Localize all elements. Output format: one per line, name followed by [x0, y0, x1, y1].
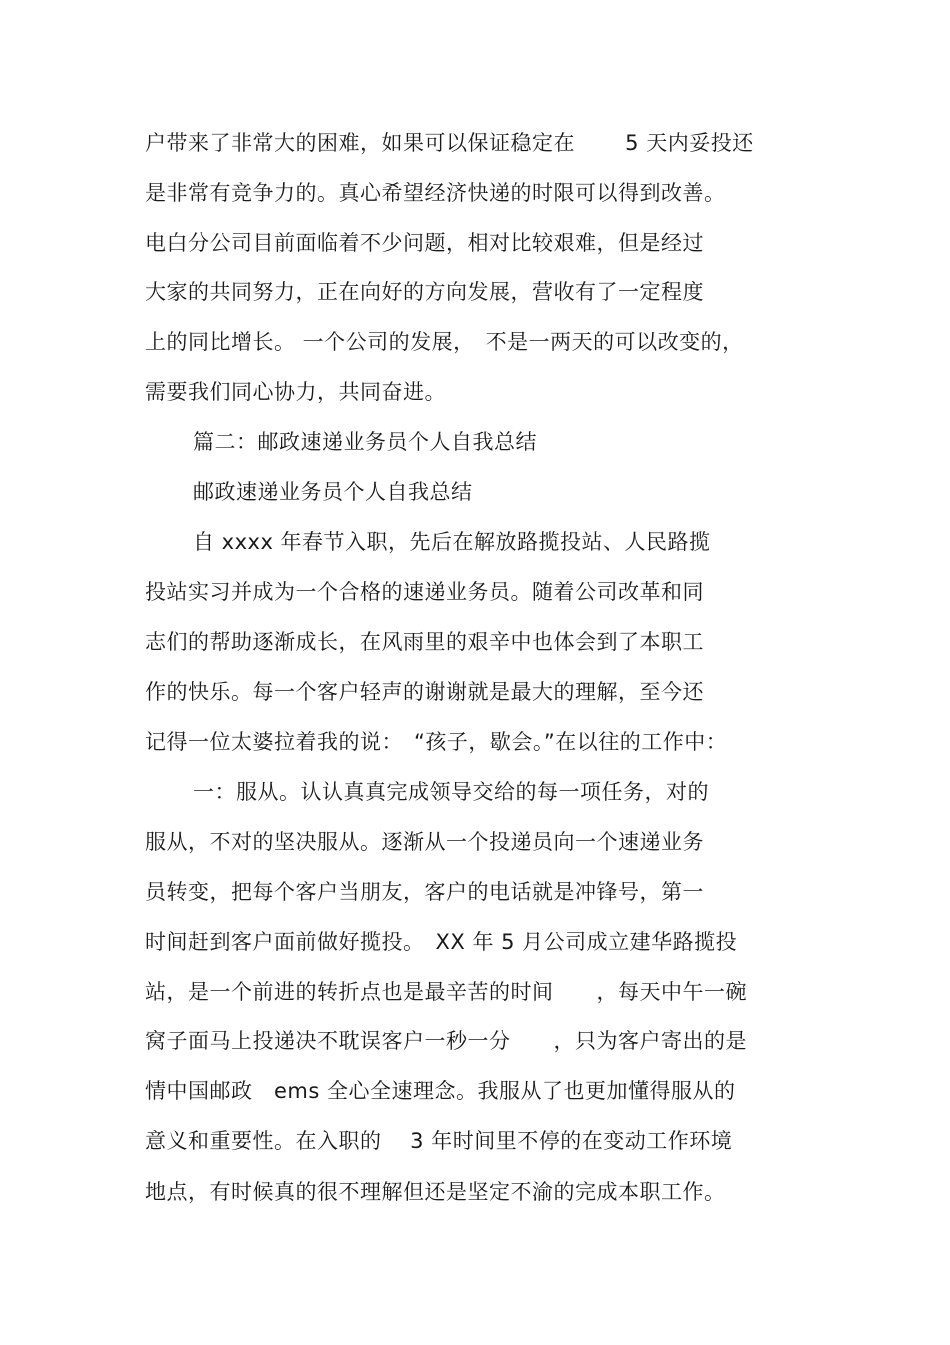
text-line: 员转变，把每个客户当朋友，客户的电话就是冲锋号，第一 — [145, 880, 704, 904]
text-line: 是非常有竞争力的。真心希望经济快递的时限可以得到改善。 — [145, 181, 726, 205]
text-line: 上的同比增长。 一个公司的发展， 不是一两天的可以改变的， — [145, 330, 744, 354]
text-line: 记得一位太婆拉着我的说： “孩子，歇会。”在以往的工作中： — [145, 730, 728, 754]
document-title: 邮政速递业务员个人自我总结 — [193, 480, 473, 504]
text-line: 意义和重要性。在入职的 3 年时间里不停的在变动工作环境 — [145, 1129, 733, 1153]
text-line: 作的快乐。每一个客户轻声的谢谢就是最大的理解，至今还 — [145, 680, 704, 704]
text-line: 电白分公司目前面临着不少问题，相对比较艰难，但是经过 — [145, 231, 704, 255]
text-line: 大家的共同努力，正在向好的方向发展，营收有了一定程度 — [145, 280, 704, 304]
text-line: 志们的帮助逐渐成长，在风雨里的艰辛中也体会到了本职工 — [145, 630, 704, 654]
section-heading: 篇二：邮政速递业务员个人自我总结 — [193, 430, 537, 454]
text-line: 窝子面马上投递决不耽误客户一秒一分 ，只为客户寄出的是 — [145, 1029, 747, 1053]
text-line: 情中国邮政 ems 全心全速理念。我服从了也更加懂得服从的 — [145, 1079, 736, 1103]
text-line: 站，是一个前进的转折点也是最辛苦的时间 ，每天中午一碗 — [145, 980, 747, 1004]
text-line: 自 xxxx 年春节入职，先后在解放路揽投站、人民路揽 — [193, 530, 711, 554]
text-line: 一：服从。认认真真完成领导交给的每一项任务，对的 — [193, 780, 709, 804]
text-line: 时间赶到客户面前做好揽投。 XX 年 5 月公司成立建华路揽投 — [145, 930, 738, 954]
text-line: 户带来了非常大的困难，如果可以保证稳定在 5 天内妥投还 — [145, 131, 754, 155]
text-line: 需要我们同心协力，共同奋进。 — [145, 380, 446, 404]
text-line: 投站实习并成为一个合格的速递业务员。随着公司改革和同 — [145, 580, 704, 604]
text-line: 地点，有时候真的很不理解但还是坚定不渝的完成本职工作。 — [145, 1180, 726, 1204]
text-line: 服从，不对的坚决服从。逐渐从一个投递员向一个速递业务 — [145, 830, 704, 854]
